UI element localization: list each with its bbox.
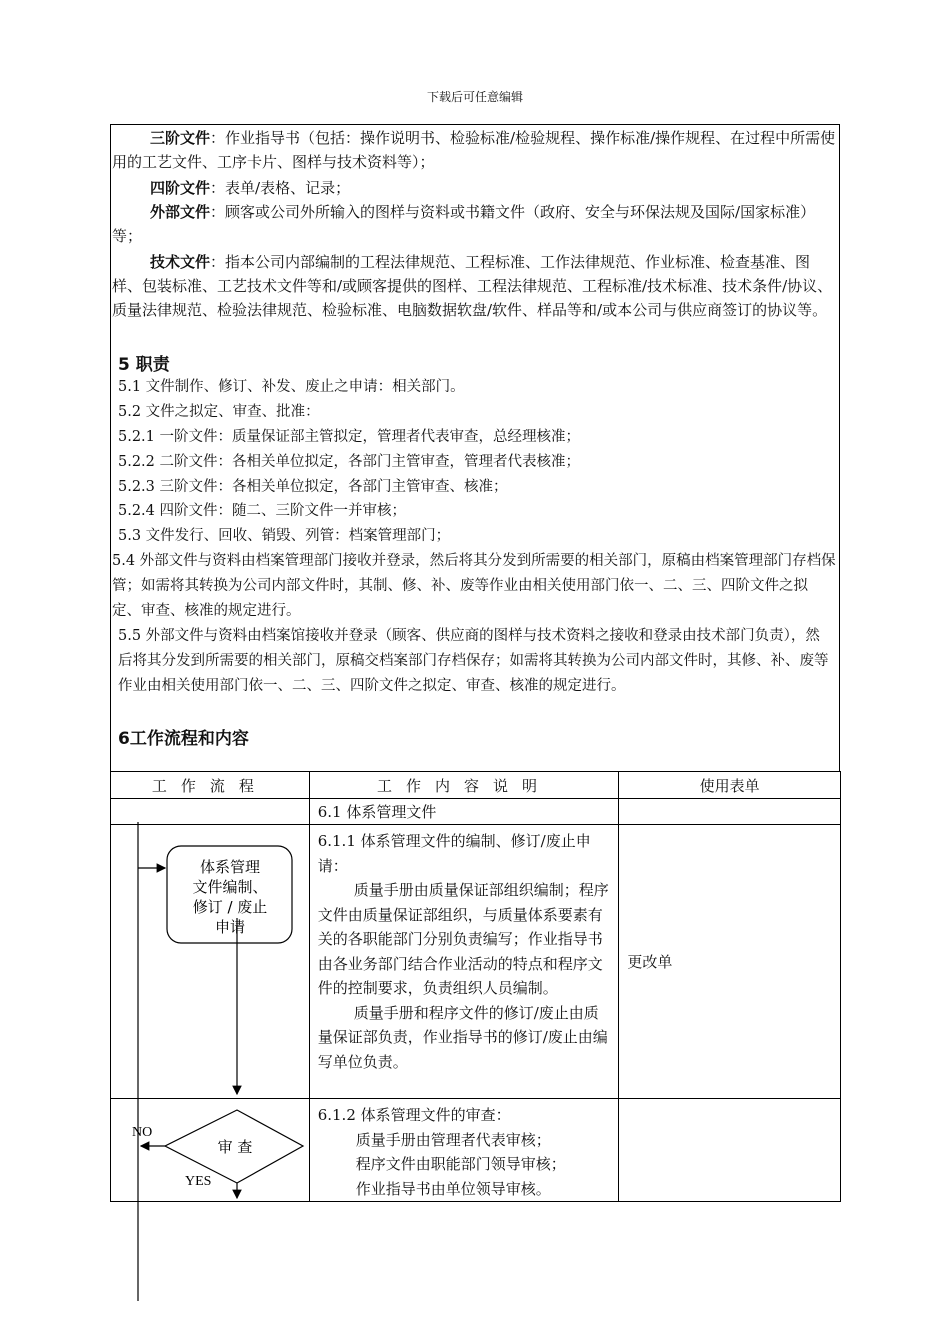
- form-cell-1: 更改单: [619, 825, 841, 1099]
- definition-technical: 技术文件：指本公司内部编制的工程法律规范、工程标准、工作法律规范、作业标准、检查基准、图样、包装标准、工艺技术文件等和/或顾客提供的图样、工程法律规范、工程标准/技术标准、技术条件/协议、质量法律规范、检验法律规范、检验标准、电脑数据软盘/软件、样品等和/或本公司与供应商签订的协议等。: [112, 253, 833, 319]
- item-5-2-4: 5.2.4 四阶文件：随二、三阶文件一并审核；: [118, 503, 407, 519]
- definition-tier4: 四阶文件：表单/表格、记录；: [150, 179, 351, 197]
- form-cell-2: [619, 1099, 841, 1202]
- row2-line-3: 作业指导书由单位领导审核。: [355, 1179, 551, 1198]
- row1-heading: 6.1.1 体系管理文件的编制、修订/废止申请：: [317, 832, 591, 875]
- box-line-4: 申请: [214, 918, 246, 936]
- item-5-2-2: 5.2.2 二阶文件：各相关单位拟定，各部门主管审查，管理者代表核准；: [118, 454, 581, 470]
- header-content: 工作内容说明: [309, 772, 619, 799]
- item-5-2-3: 5.2.3 三阶文件：各相关单位拟定，各部门主管审查、核准；: [118, 479, 508, 495]
- box-line-3: 修订 / 废止: [192, 898, 268, 916]
- no-label: NO: [132, 1125, 153, 1140]
- item-5-2: 5.2 文件之拟定、审查、批准：: [118, 404, 320, 420]
- item-5-1: 5.1 文件制作、修订、补发、废止之申请：相关部门。: [118, 379, 465, 395]
- diamond-label: 审 查: [217, 1138, 253, 1156]
- section5-title: 5 职责: [118, 355, 170, 375]
- row2-line-2: 程序文件由职能部门领导审核；: [355, 1155, 566, 1173]
- definition-tier3: 三阶文件：作业指导书（包括：操作说明书、检验标准/检验规程、操作标准/操作规程、在过程中所需使用的工艺文件、工序卡片、图样与技术资料等）；: [112, 129, 836, 171]
- item-5-4: 5.4 外部文件与资料由档案管理部门接收并登录，然后将其分发到所需要的相关部门，原稿由档案管理部门存档保管；如需将其转换为公司内部文件时，其制、修、补、废等作业由相关使用部门依一、二、三、四阶文件之拟定、审查、核准的规定进行。: [112, 553, 836, 619]
- row1-paragraph-1: 质量手册由质量保证部组织编制；程序文件由质量保证部组织，与质量体系要素有关的各职能部门分别负责编写；作业指导书由各业务部门结合作业活动的特点和程序文件的控制要求，负责组织人员编制。: [317, 881, 609, 997]
- yes-label: YES: [185, 1174, 212, 1189]
- section6-title: 6工作流程和内容: [118, 729, 249, 749]
- item-5-3: 5.3 文件发行、回收、销毁、列管：档案管理部门；: [118, 528, 451, 544]
- box-line-1: 体系管理: [199, 858, 261, 876]
- flowchart: [110, 796, 310, 1306]
- row2-heading: 6.1.2 体系管理文件的审查：: [317, 1106, 511, 1124]
- content-cell-2: [309, 1099, 619, 1202]
- box-line-2: 文件编制、: [192, 878, 268, 896]
- group-title: 6.1 体系管理文件: [309, 799, 619, 825]
- definition-external: 外部文件：顾客或公司外所输入的图样与资料或书籍文件（政府、安全与环保法规及国际/国家标准）等；: [112, 203, 816, 245]
- row2-line-1: 质量手册由管理者代表审核；: [355, 1130, 551, 1149]
- header-forms: 使用表单: [619, 772, 841, 799]
- item-5-5: 5.5 外部文件与资料由档案馆接收并登录（顾客、供应商的图样与技术资料之接收和登录由技术部门负责），然后将其分发到所需要的相关部门，原稿交档案部门存档保存；如需将其转换为公司内部文件时，其修、补、废等作业由相关使用部门依一、二、三、四阶文件之拟定、审查、核准的规定进行。: [118, 628, 829, 694]
- form-cell-group: [619, 799, 841, 825]
- header-workflow: 工作流程: [111, 772, 310, 799]
- row1-paragraph-2: 质量手册和程序文件的修订/废止由质量保证部负责，作业指导书的修订/废止由编写单位负责。: [317, 1003, 608, 1071]
- table-header-row: [111, 772, 841, 799]
- content-cell-1: [309, 825, 619, 1099]
- header-note: 下载后可任意编辑: [426, 90, 523, 104]
- item-5-2-1: 5.2.1 一阶文件：质量保证部主管拟定，管理者代表审查，总经理核准；: [118, 429, 581, 445]
